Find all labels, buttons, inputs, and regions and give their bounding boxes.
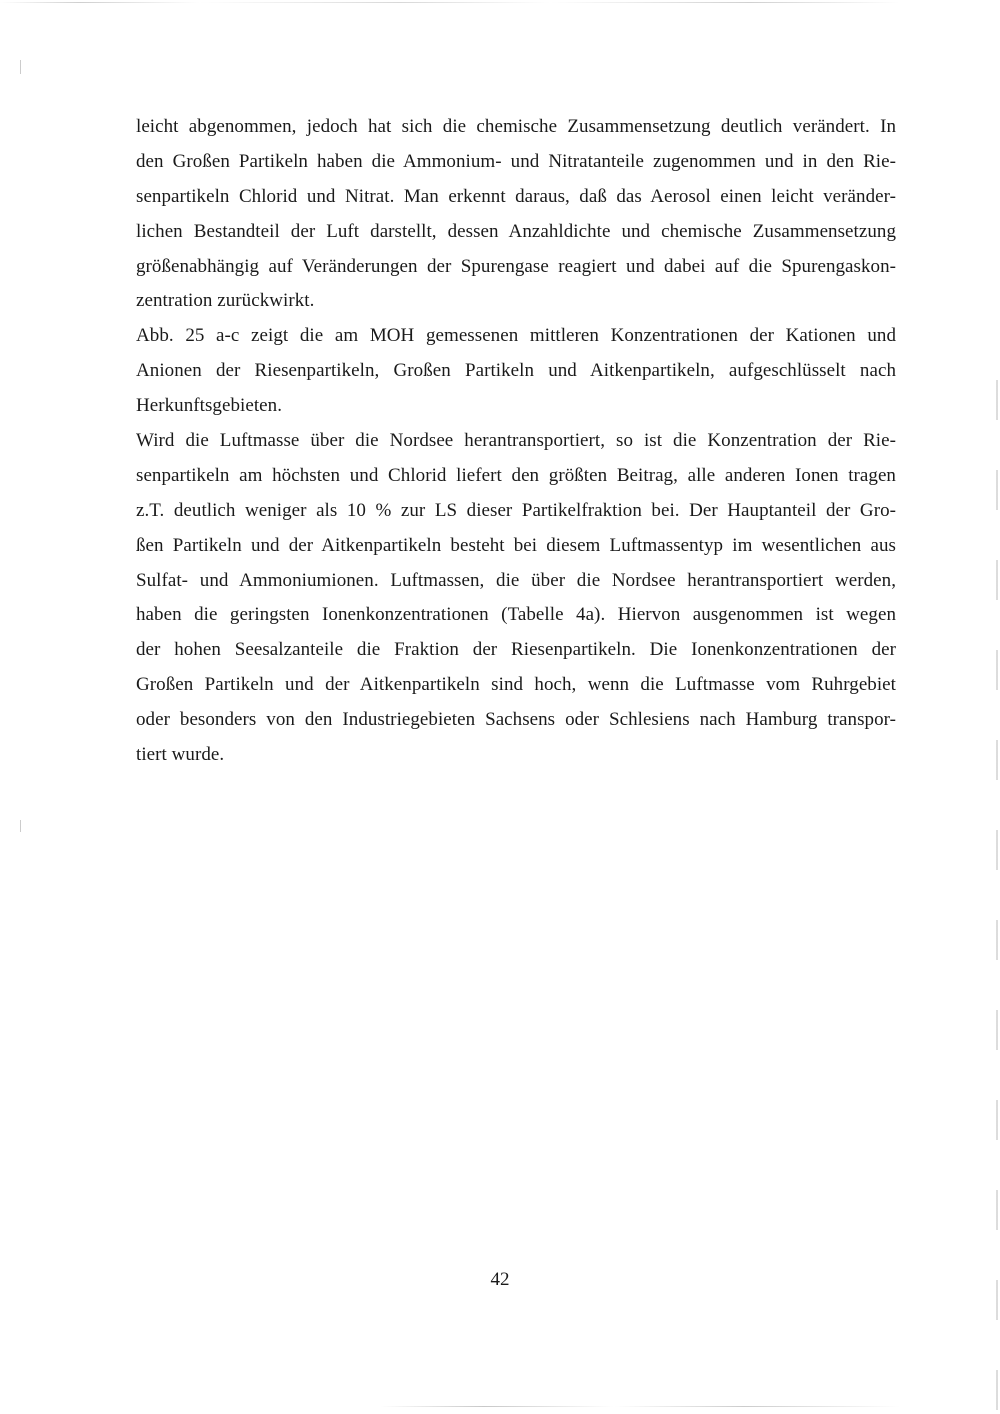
body-text (136, 110, 896, 773)
text-line: Abb. 25 a-c zeigt die am MOH gemessenen mittleren Konzentrationen der Kationen und (136, 325, 896, 347)
text-line: tiert wurde. (136, 744, 225, 766)
text-line: ßen Partikeln und der Aitkenpartikeln besteht bei diesem Luftmassentyp im wesentlichen aus (136, 534, 896, 556)
text-line: Wird die Luftmasse über die Nordsee herantransportiert, so ist die Konzentration der Rie- (136, 430, 896, 452)
text-line: senpartikeln am höchsten und Chlorid liefert den größten Beitrag, alle anderen Ionen tragen (136, 464, 896, 486)
text-line: zentration zurückwirkt. (136, 290, 315, 312)
text-line: größenabhängig auf Veränderungen der Spurengase reagiert und dabei auf die Spurengaskon- (136, 255, 896, 277)
text-line: Herkunftsgebieten. (136, 395, 282, 417)
text-line: senpartikeln Chlorid und Nitrat. Man erkennt daraus, daß das Aerosol einen leicht veränder- (136, 185, 896, 207)
text-line: Anionen der Riesenpartikeln, Großen Partikeln und Aitkenpartikeln, aufgeschlüsselt nach (136, 360, 896, 382)
text-line: haben die geringsten Ionenkonzentrationen (Tabelle 4a). Hiervon ausgenommen ist wegen (136, 604, 896, 626)
text-line: Sulfat- und Ammoniumionen. Luftmassen, die über die Nordsee herantransportiert werden, (136, 569, 896, 591)
text-line: Großen Partikeln und der Aitkenpartikeln sind hoch, wenn die Luftmasse vom Ruhrgebiet (136, 674, 896, 696)
text-line: oder besonders von den Industriegebieten Sachsens oder Schlesiens nach Hamburg transpor- (136, 709, 896, 731)
page-number: 42 (490, 1269, 510, 1290)
text-line: der hohen Seesalzanteile die Fraktion der Riesenpartikeln. Die Ionenkonzentrationen der (136, 639, 896, 661)
scan-artifact-left-mark (20, 60, 21, 74)
text-line: z.T. deutlich weniger als 10 % zur LS dieser Partikelfraktion bei. Der Hauptanteil der Gro- (136, 499, 896, 521)
text-line: lichen Bestandteil der Luft darstellt, dessen Anzahldichte und chemische Zusammensetzung (136, 220, 896, 242)
scan-artifact-right-edge (996, 380, 998, 1410)
scan-artifact-left-mark (20, 820, 21, 832)
text-line: leicht abgenommen, jedoch hat sich die chemische Zusammensetzung deutlich verändert. In (136, 116, 896, 137)
scan-artifact-top (0, 2, 1000, 3)
scan-artifact-bottom (380, 1406, 900, 1407)
text-line: den Großen Partikeln haben die Ammonium- und Nitratanteile zugenommen und in den Rie- (136, 150, 896, 172)
